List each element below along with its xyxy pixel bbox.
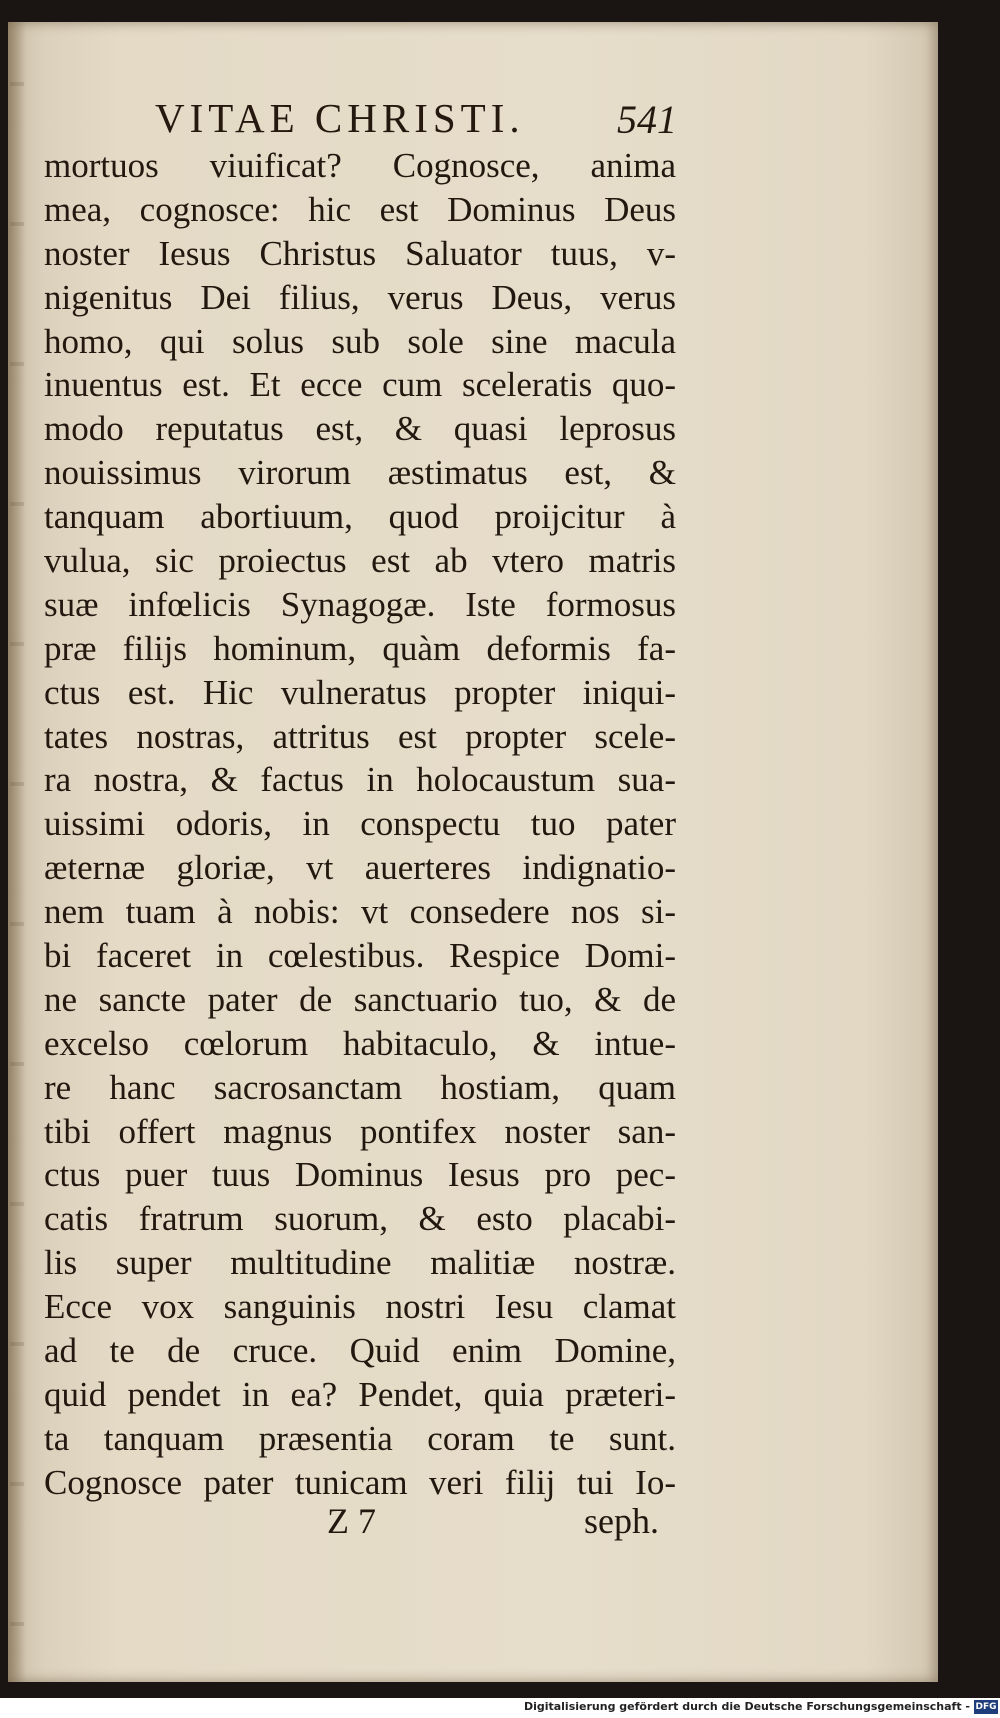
text-line: catis fratrum suorum, & esto placabi-: [44, 1199, 676, 1239]
text-line: modo reputatus est, & quasi leprosus: [44, 409, 676, 449]
text-line: Ecce vox sanguinis nostri Iesu clamat: [44, 1287, 676, 1327]
text-line: bi faceret in cœlestibus. Respice Domi-: [44, 936, 676, 976]
funding-credit: Digitalisierung gefördert durch die Deutsche Forschungsgemeinschaft -: [523, 1700, 970, 1713]
text-line: nigenitus Dei filius, verus Deus, verus: [44, 277, 676, 317]
text-line: ta tanquam præsentia coram te sunt.: [44, 1418, 676, 1458]
text-line: ad te de cruce. Quid enim Domine,: [44, 1331, 676, 1371]
page-header: [155, 94, 685, 144]
text-line: quid pendet in ea? Pendet, quia præteri-: [44, 1374, 676, 1414]
text-line: vulua, sic proiectus est ab vtero matris: [44, 541, 676, 581]
page-footer: [44, 1500, 676, 1550]
credit-bar: [0, 1698, 1000, 1718]
body-text: [44, 144, 676, 1505]
text-line: excelso cœlorum habitaculo, & intue-: [44, 1023, 676, 1063]
signature-mark: Z 7: [327, 1501, 376, 1541]
text-line: uissimi odoris, in conspectu tuo pater: [44, 804, 676, 844]
text-line: ne sancte pater de sanctuario tuo, & de: [44, 979, 676, 1019]
dfg-logo: DFG: [975, 1702, 997, 1712]
text-line: suæ infœlicis Synagogæ. Iste formosus: [44, 584, 676, 624]
text-line: nouissimus virorum æstimatus est, &: [44, 453, 676, 493]
text-line: ctus est. Hic vulneratus propter iniqui-: [44, 672, 676, 712]
text-line: re hanc sacrosanctam hostiam, quam: [44, 1067, 676, 1107]
text-line: noster Iesus Christus Saluator tuus, v-: [44, 233, 676, 273]
catchword: seph.: [584, 1501, 659, 1541]
text-line: Cognosce pater tunicam veri filij tui Io-: [44, 1462, 676, 1502]
text-line: ctus puer tuus Dominus Iesus pro pec-: [44, 1155, 676, 1195]
text-line: præ filijs hominum, quàm deformis fa-: [44, 628, 676, 668]
text-line: mortuos viuificat? Cognosce, anima: [44, 146, 676, 185]
text-line: æternæ gloriæ, vt auerteres indignatio-: [44, 848, 676, 888]
text-line: inuentus est. Et ecce cum sceleratis quo-: [44, 365, 676, 405]
text-line: tates nostras, attritus est propter scele-: [44, 716, 676, 756]
text-line: tanquam abortiuum, quod proijcitur à: [44, 497, 676, 537]
text-line: homo, qui solus sub sole sine macula: [44, 321, 676, 361]
folio-number: 541: [617, 97, 677, 142]
page-edge-marks: [10, 22, 24, 1682]
text-line: tibi offert magnus pontifex noster san-: [44, 1111, 676, 1151]
text-line: lis super multitudine malitiæ nostræ.: [44, 1243, 676, 1283]
running-title: VITAE CHRISTI.: [155, 95, 525, 141]
text-line: ra nostra, & factus in holocaustum sua-: [44, 760, 676, 800]
text-line: nem tuam à nobis: vt consedere nos si-: [44, 892, 676, 932]
text-line: mea, cognosce: hic est Dominus Deus: [44, 189, 676, 229]
